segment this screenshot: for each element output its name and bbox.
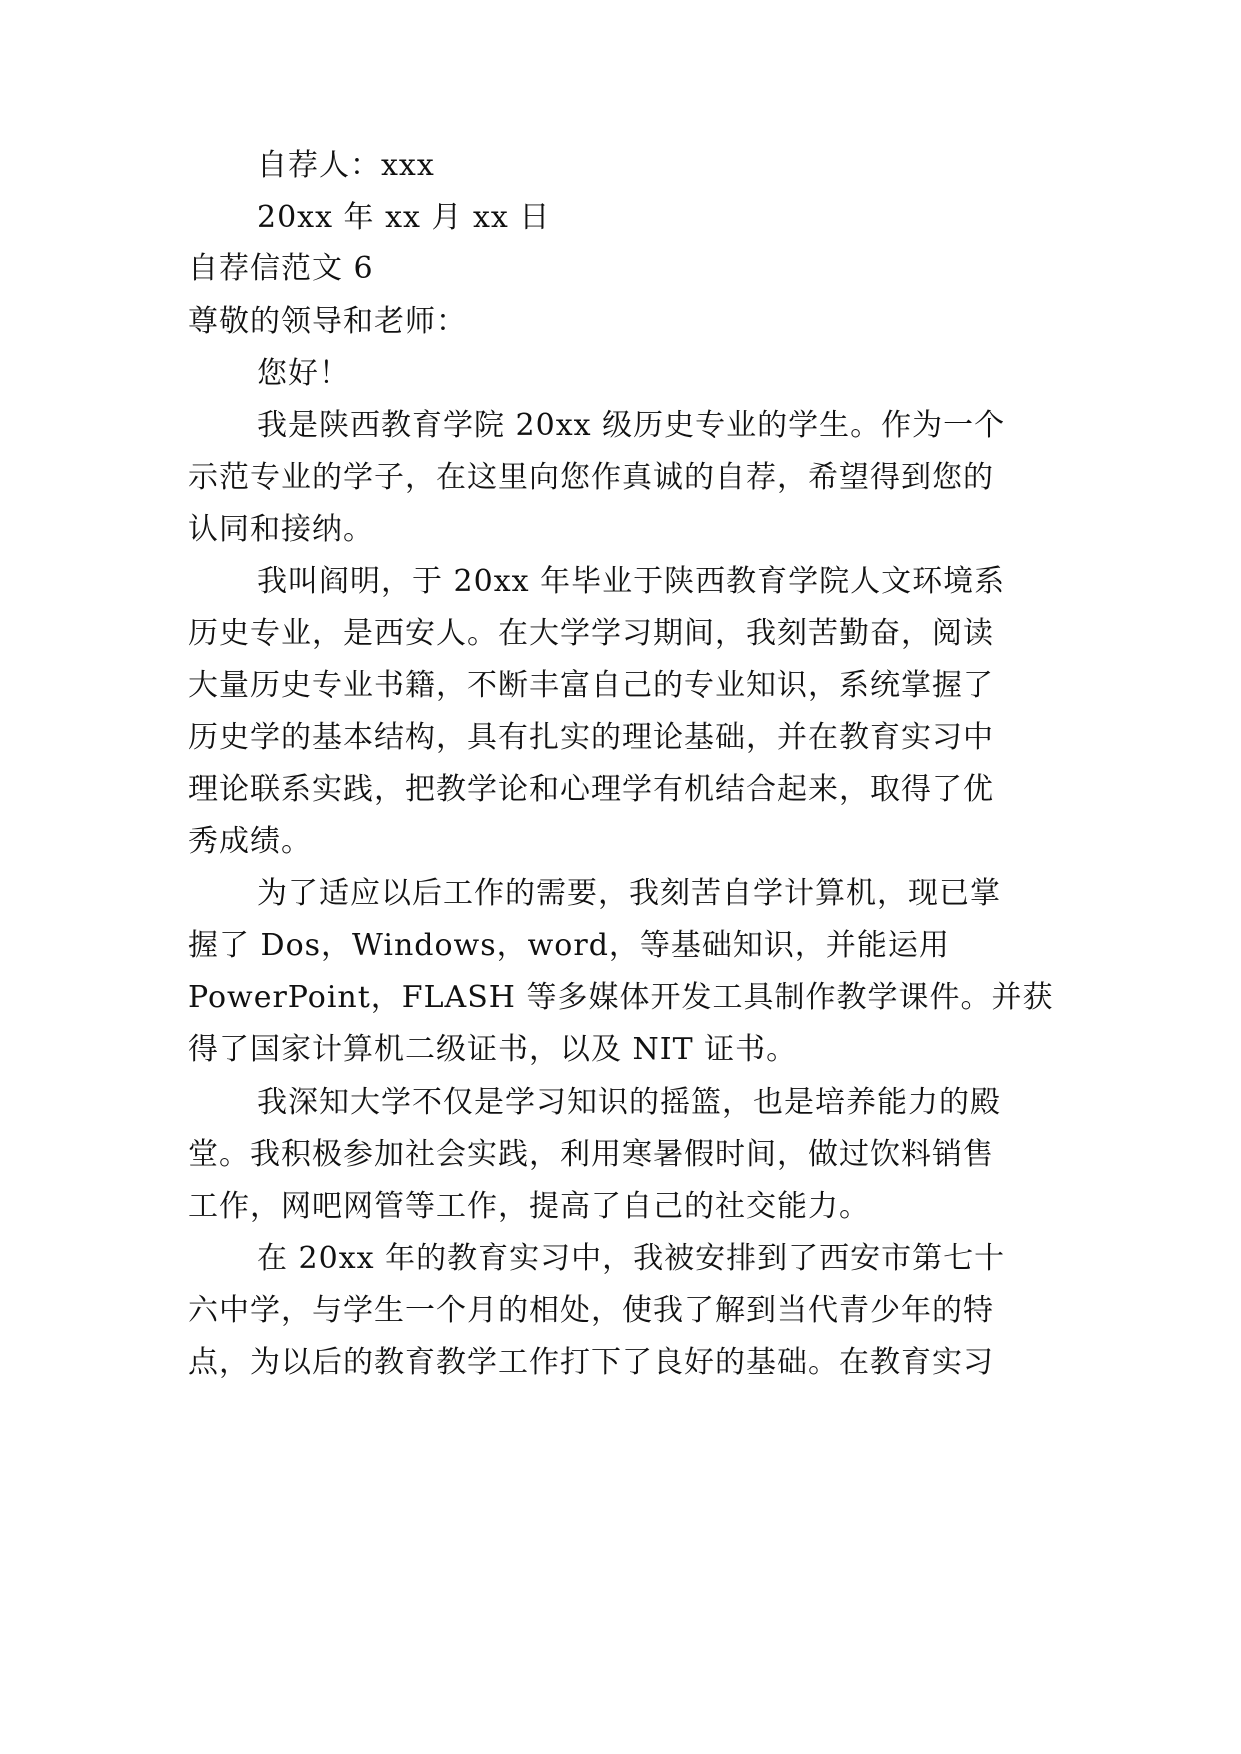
paragraph-1-line-2: 示范专业的学子，在这里向您作真诚的自荐，希望得到您的 — [188, 460, 994, 495]
paragraph-2-line-1: 我叫阎明，于 20xx 年毕业于陕西教育学院人文环境系 — [257, 564, 1006, 599]
date-line: 20xx 年 xx 月 xx 日 — [257, 200, 551, 235]
paragraph-2-line-6: 秀成绩。 — [188, 824, 312, 859]
paragraph-1-line-1: 我是陕西教育学院 20xx 级历史专业的学生。作为一个 — [257, 408, 1006, 443]
salutation: 尊敬的领导和老师： — [188, 304, 467, 339]
paragraph-4-line-1: 我深知大学不仅是学习知识的摇篮，也是培养能力的殿 — [257, 1085, 1001, 1120]
greeting: 您好！ — [257, 356, 350, 391]
paragraph-4-line-2: 堂。我积极参加社会实践，利用寒暑假时间，做过饮料销售 — [188, 1137, 994, 1172]
section-title: 自荐信范文 6 — [188, 251, 374, 286]
paragraph-4-line-3: 工作，网吧网管等工作，提高了自己的社交能力。 — [188, 1189, 870, 1224]
paragraph-3-line-2-text: 握了 Dos，Windows，word，等基础知识，并能运用 — [188, 928, 950, 963]
paragraph-3-line-3: PowerPoint，FLASH 等多媒体开发工具制作教学课件。并获 — [188, 980, 1054, 1015]
paragraph-2-line-4: 历史学的基本结构，具有扎实的理论基础，并在教育实习中 — [188, 720, 994, 755]
paragraph-1-line-3: 认同和接纳。 — [188, 512, 374, 547]
paragraph-5-line-3: 点，为以后的教育教学工作打下了良好的基础。在教育实习 — [188, 1345, 994, 1380]
paragraph-2-line-5: 理论联系实践，把教学论和心理学有机结合起来，取得了优 — [188, 772, 994, 807]
paragraph-3-line-1: 为了适应以后工作的需要，我刻苦自学计算机，现已掌 — [257, 876, 1001, 911]
paragraph-3-line-4: 得了国家计算机二级证书，以及 NIT 证书。 — [188, 1032, 798, 1067]
signature-line: 自荐人：xxx — [257, 148, 435, 183]
paragraph-3-line-2 — [188, 927, 1054, 965]
paragraph-2-line-3: 大量历史专业书籍，不断丰富自己的专业知识，系统掌握了 — [188, 668, 994, 703]
paragraph-2-line-2: 历史专业，是西安人。在大学学习期间，我刻苦勤奋，阅读 — [188, 616, 994, 651]
paragraph-5-line-1: 在 20xx 年的教育实习中，我被安排到了西安市第七十 — [257, 1241, 1006, 1276]
paragraph-5-line-2: 六中学，与学生一个月的相处，使我了解到当代青少年的特 — [188, 1293, 994, 1328]
paragraph-3-line-2-justified — [188, 927, 1054, 965]
